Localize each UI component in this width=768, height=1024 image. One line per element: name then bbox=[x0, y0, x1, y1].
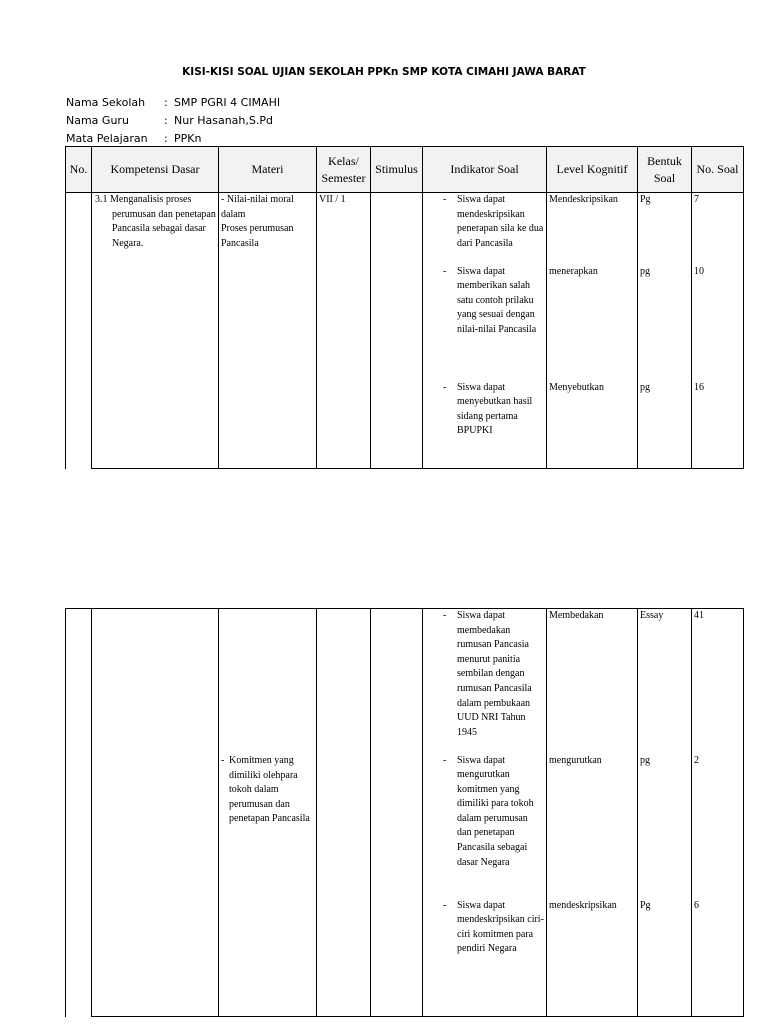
header-indikator-soal: Indikator Soal bbox=[423, 147, 547, 193]
bullet-dash: - bbox=[221, 755, 225, 766]
cell-bentuk: pg bbox=[638, 381, 692, 469]
header-kelas-line2: Semester bbox=[321, 170, 366, 185]
bullet-dash: - bbox=[443, 381, 447, 393]
cell-bentuk: pg bbox=[638, 754, 692, 899]
kd-text: 3.1 Menganalisis proses perumusan dan penetapan Pancasila sebagai dasar Negara. bbox=[95, 194, 216, 249]
bullet-dash: - bbox=[443, 194, 447, 205]
indikator-text: Siswa dapat menyebutkan hasil sidang pertama BPUPKI bbox=[457, 381, 533, 437]
bullet-dash: - bbox=[443, 265, 447, 277]
cell-level: Membedakan bbox=[547, 609, 638, 754]
cell-no-soal: 16 bbox=[692, 381, 744, 469]
materi-line2: Proses perumusan Pancasila bbox=[221, 223, 294, 249]
cell-stimulus bbox=[371, 193, 423, 469]
materi-text: Komitmen yang dimiliki olehpara tokoh dalam perumusan dan penetapan Pancasila bbox=[229, 755, 310, 825]
meta-label: Mata Pelajaran bbox=[66, 132, 148, 145]
indikator-text: Siswa dapat mengurutkan komitmen yang dimiliki para tokoh dalam perumusan dan penetapan Pancasila sebagai dasar Negara bbox=[457, 754, 534, 868]
header-bentuk-line1: Bentuk bbox=[647, 153, 682, 168]
meta-separator: : bbox=[164, 114, 168, 127]
header-stimulus: Stimulus bbox=[371, 147, 423, 193]
kisi-kisi-table-continued bbox=[65, 608, 744, 1017]
header-bentuk-soal bbox=[638, 147, 692, 193]
cell-indikator bbox=[423, 265, 547, 381]
cell-no-soal: 2 bbox=[692, 754, 744, 899]
indikator-text: Siswa dapat memberikan salah satu contoh prilaku yang sesuai dengan nilai-nilai Pancasila bbox=[457, 265, 537, 335]
header-no: No. bbox=[66, 147, 92, 193]
header-kelas-semester bbox=[317, 147, 371, 193]
meta-row-school bbox=[66, 94, 280, 112]
bullet-dash: - bbox=[443, 610, 447, 621]
table-row bbox=[66, 193, 744, 265]
cell-indikator bbox=[423, 193, 547, 265]
indikator-text: Siswa dapat membedakan rumusan Pancasia menurut panitia sembilan dengan rumusan Pancasila dalam pembukaan UUD NRI Tahun 1945 bbox=[457, 610, 532, 738]
document-meta bbox=[66, 94, 280, 148]
cell-stimulus bbox=[371, 609, 423, 1017]
cell-level: mengurutkan bbox=[547, 754, 638, 899]
header-level-kognitif: Level Kognitif bbox=[547, 147, 638, 193]
cell-no-soal: 41 bbox=[692, 609, 744, 754]
table-row bbox=[66, 609, 744, 754]
cell-no bbox=[66, 609, 92, 1017]
kisi-kisi-table bbox=[65, 146, 744, 469]
header-no-soal: No. Soal bbox=[692, 147, 744, 193]
meta-value: PPKn bbox=[174, 132, 202, 145]
cell-materi bbox=[219, 609, 317, 1017]
cell-level: mendeskripsikan bbox=[547, 899, 638, 1017]
cell-level: Menyebutkan bbox=[547, 381, 638, 469]
header-kompetensi-dasar: Kompetensi Dasar bbox=[92, 147, 219, 193]
cell-materi bbox=[219, 193, 317, 469]
cell-indikator bbox=[423, 899, 547, 1017]
cell-bentuk: Pg bbox=[638, 899, 692, 1017]
cell-kompetensi-dasar bbox=[92, 609, 219, 1017]
cell-no bbox=[66, 193, 92, 469]
cell-level: Mendeskripsikan bbox=[547, 193, 638, 265]
meta-row-teacher bbox=[66, 112, 280, 130]
cell-indikator bbox=[423, 754, 547, 899]
meta-value: SMP PGRI 4 CIMAHI bbox=[174, 96, 281, 109]
meta-value: Nur Hasanah,S.Pd bbox=[174, 114, 273, 127]
cell-no-soal: 10 bbox=[692, 265, 744, 381]
document-title: KISI-KISI SOAL UJIAN SEKOLAH PPKn SMP KOTA CIMAHI JAWA BARAT bbox=[182, 66, 586, 78]
cell-bentuk: Essay bbox=[638, 609, 692, 754]
table-header-row bbox=[66, 147, 744, 193]
cell-no-soal: 6 bbox=[692, 899, 744, 1017]
cell-level: menerapkan bbox=[547, 265, 638, 381]
bullet-dash: - bbox=[443, 899, 447, 911]
cell-kelas bbox=[317, 609, 371, 1017]
bullet-dash: - bbox=[443, 754, 447, 766]
cell-bentuk: Pg bbox=[638, 193, 692, 265]
cell-no-soal: 7 bbox=[692, 193, 744, 265]
cell-kompetensi-dasar bbox=[92, 193, 219, 469]
indikator-text: Siswa dapat mendeskripsikan ciri-ciri komitmen para pendiri Negara bbox=[457, 899, 544, 955]
cell-indikator bbox=[423, 381, 547, 469]
materi-line1: - Nilai-nilai moral dalam bbox=[221, 194, 294, 220]
cell-bentuk: pg bbox=[638, 265, 692, 381]
cell-kelas: VII / 1 bbox=[317, 193, 371, 469]
meta-label: Nama Guru bbox=[66, 114, 129, 127]
meta-separator: : bbox=[164, 132, 168, 145]
indikator-text: Siswa dapat mendeskripsikan penerapan sila ke dua dari Pancasila bbox=[457, 194, 544, 249]
meta-separator: : bbox=[164, 96, 168, 109]
header-materi: Materi bbox=[219, 147, 317, 193]
header-kelas-line1: Kelas/ bbox=[328, 153, 359, 168]
header-bentuk-line2: Soal bbox=[653, 170, 676, 185]
cell-indikator bbox=[423, 609, 547, 754]
meta-label: Nama Sekolah bbox=[66, 96, 146, 109]
